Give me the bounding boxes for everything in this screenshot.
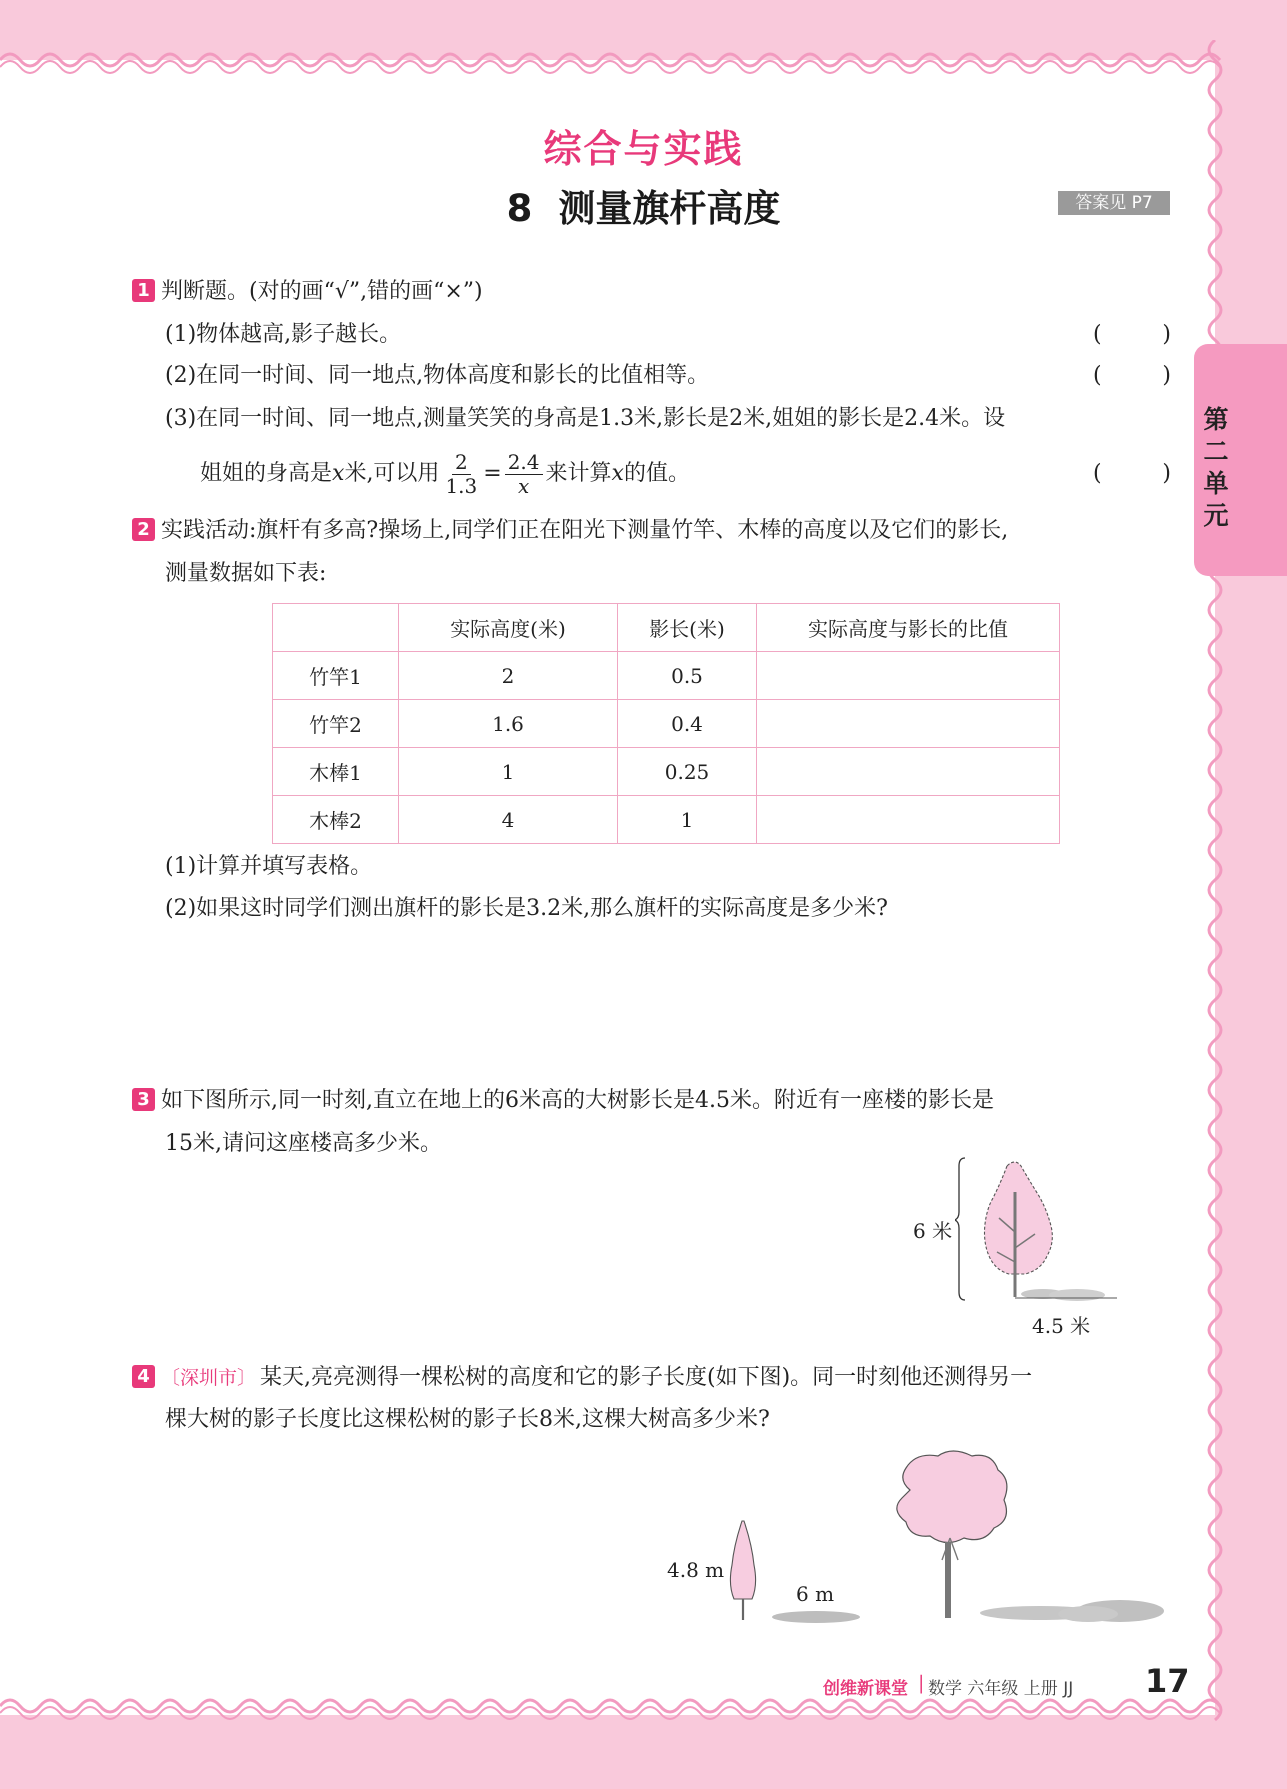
table-row	[273, 796, 1060, 844]
table-cell: 0.25	[618, 748, 757, 796]
table-cell: 木棒1	[273, 748, 399, 796]
table-cell: 1	[399, 748, 618, 796]
wavy-border-right	[1195, 40, 1235, 1730]
footer-separator: |	[918, 1672, 925, 1694]
table-cell: 1	[618, 796, 757, 844]
q3-stem-line1	[132, 1087, 994, 1115]
q1-item3-text-b: 米,可以用	[344, 461, 440, 486]
table-header-cell	[273, 604, 399, 652]
paren-close: )	[1162, 322, 1171, 347]
q1-item3-text-c: 来计算	[545, 461, 612, 486]
fraction-denominator: x	[517, 473, 530, 498]
q1-item3-text-d: 的值。	[623, 461, 690, 486]
footer-book-info: 数学 六年级 上册 JJ	[928, 1679, 1074, 1699]
q1-item3-text-a: 姐姐的身高是	[200, 461, 333, 486]
section-title: 综合与实践	[543, 127, 744, 171]
footer-brand: 创维新课堂	[823, 1679, 908, 1699]
lesson-number: 8	[506, 187, 533, 230]
paren-open: (	[1093, 322, 1102, 347]
q1-item-3-line2	[200, 447, 690, 501]
q1-stem	[132, 278, 483, 306]
table-answer-cell[interactable]	[757, 796, 1060, 844]
fraction-numerator: 2	[452, 451, 471, 475]
paren-close: )	[1162, 363, 1171, 388]
equals-sign: =	[483, 461, 502, 486]
wavy-border-top	[0, 40, 1287, 80]
variable-x: x	[332, 461, 345, 486]
q2-sub-2: (2)如果这时同学们测出旗杆的影长是3.2米,那么旗杆的实际高度是多少米?	[165, 896, 888, 921]
table-header-cell: 实际高度(米)	[399, 604, 618, 652]
q4-stem-text: 某天,亮亮测得一棵松树的高度和它的影子长度(如下图)。同一时刻他还测得另一	[260, 1365, 1033, 1390]
q2-stem-text: 实践活动:旗杆有多高?操场上,同学们正在阳光下测量竹竿、木棒的高度以及它们的影长,	[161, 518, 1009, 543]
paren-open: (	[1093, 461, 1102, 486]
table-row	[273, 748, 1060, 796]
q1-item-1-answer-blank[interactable]	[1093, 321, 1171, 349]
table-header-row	[273, 604, 1060, 652]
fraction-2.4-over-x	[505, 451, 543, 498]
q1-stem-text: 判断题。(对的画“√”,错的画“×”)	[161, 279, 483, 304]
table-answer-cell[interactable]	[757, 748, 1060, 796]
paren-open: (	[1093, 363, 1102, 388]
q4-stem-line2: 棵大树的影子长度比这棵松树的影子长8米,这棵大树高多少米?	[165, 1407, 770, 1432]
table-row	[273, 652, 1060, 700]
table-header-cell: 影长(米)	[618, 604, 757, 652]
q1-item-1: (1)物体越高,影子越长。	[165, 322, 402, 347]
q3-stem-text: 如下图所示,同一时刻,直立在地上的6米高的大树影长是4.5米。附近有一座楼的影长是	[161, 1088, 994, 1113]
paren-close: )	[1162, 461, 1171, 486]
table-cell: 4	[399, 796, 618, 844]
answer-reference-tag: 答案见 P7	[1058, 191, 1170, 215]
wavy-border-bottom	[0, 1692, 1287, 1732]
q3-shadow-label: 4.5 米	[1032, 1314, 1091, 1338]
q4-number-badge: 4	[132, 1365, 155, 1388]
unit-side-tab-label: 第二单元	[1203, 405, 1229, 530]
q4-shadow-label: 6 m	[796, 1582, 835, 1606]
q2-number-badge: 2	[132, 518, 155, 541]
table-cell: 木棒2	[273, 796, 399, 844]
page-number: 17	[1145, 1662, 1190, 1700]
fraction-denominator: 1.3	[445, 473, 478, 498]
q1-item-3-answer-blank[interactable]	[1093, 460, 1171, 488]
q3-height-label: 6 米	[913, 1219, 953, 1243]
q2-stem-line1	[132, 517, 1008, 545]
q1-item-2-answer-blank[interactable]	[1093, 362, 1171, 390]
table-header-cell: 实际高度与影长的比值	[757, 604, 1060, 652]
table-cell: 0.5	[618, 652, 757, 700]
table-cell: 竹竿2	[273, 700, 399, 748]
table-cell: 2	[399, 652, 618, 700]
q4-stem-line1	[132, 1364, 1032, 1392]
table-cell: 0.4	[618, 700, 757, 748]
table-row	[273, 700, 1060, 748]
q4-city-tag: 〔深圳市〕	[161, 1367, 257, 1389]
q4-pine-shadow-figure	[768, 1605, 868, 1627]
q2-sub-1: (1)计算并填写表格。	[165, 854, 373, 879]
fraction-2-over-1.3	[442, 451, 480, 498]
lesson-title-text: 测量旗杆高度	[558, 187, 781, 230]
measurement-table	[272, 603, 1060, 844]
table-answer-cell[interactable]	[757, 652, 1060, 700]
q4-height-label: 4.8 m	[667, 1558, 725, 1582]
q1-number-badge: 1	[132, 279, 155, 302]
table-answer-cell[interactable]	[757, 700, 1060, 748]
q1-item-3-line1: (3)在同一时间、同一地点,测量笑笑的身高是1.3米,影长是2米,姐姐的影长是2.4米。设	[165, 406, 1006, 431]
q2-stem-line2: 测量数据如下表:	[165, 561, 327, 586]
q3-stem-line2: 15米,请问这座楼高多少米。	[165, 1131, 442, 1156]
q1-item-2: (2)在同一时间、同一地点,物体高度和影长的比值相等。	[165, 363, 710, 388]
table-cell: 竹竿1	[273, 652, 399, 700]
fraction-numerator: 2.4	[505, 451, 543, 475]
q3-tree-figure	[955, 1152, 1130, 1312]
q3-number-badge: 3	[132, 1088, 155, 1111]
variable-x: x	[611, 461, 624, 486]
table-cell: 1.6	[399, 700, 618, 748]
q4-big-tree-figure	[880, 1450, 1170, 1630]
